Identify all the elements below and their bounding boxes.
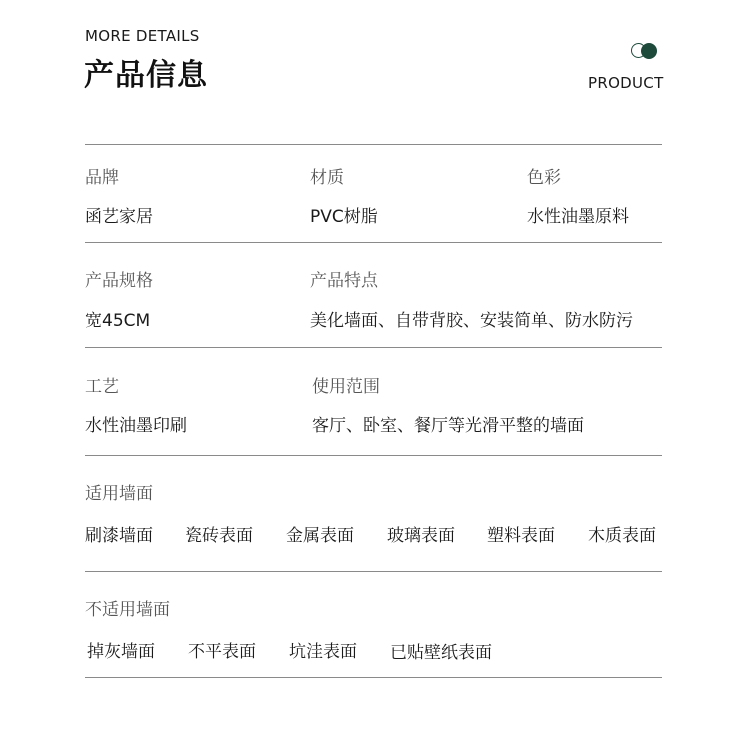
suitable-label: 适用墙面 <box>85 484 153 504</box>
brand-value: 函艺家居 <box>85 207 153 227</box>
craft-value: 水性油墨印刷 <box>85 416 187 436</box>
unsuitable-item: 已贴壁纸表面 <box>390 643 492 663</box>
page-title: 产品信息 <box>84 58 208 93</box>
divider <box>85 144 662 145</box>
divider <box>85 677 662 678</box>
color-label: 色彩 <box>527 168 561 188</box>
suitable-item: 木质表面 <box>588 526 656 546</box>
features-label: 产品特点 <box>310 271 378 291</box>
brand-label: 品牌 <box>85 168 119 188</box>
section-eyebrow: MORE DETAILS <box>85 27 200 45</box>
color-value: 水性油墨原料 <box>527 207 629 227</box>
unsuitable-item: 不平表面 <box>188 642 256 662</box>
suitable-item: 玻璃表面 <box>387 526 455 546</box>
spec-value: 宽45CM <box>85 311 151 331</box>
spec-label: 产品规格 <box>85 271 153 291</box>
suitable-item: 塑料表面 <box>487 526 555 546</box>
decorative-dots-icon <box>631 43 661 59</box>
suitable-item: 刷漆墙面 <box>85 526 153 546</box>
divider <box>85 242 662 243</box>
unsuitable-label: 不适用墙面 <box>85 600 170 620</box>
divider <box>85 347 662 348</box>
divider <box>85 571 662 572</box>
unsuitable-item: 掉灰墙面 <box>87 642 155 662</box>
divider <box>85 455 662 456</box>
material-value: PVC树脂 <box>310 207 378 227</box>
material-label: 材质 <box>310 168 344 188</box>
suitable-item: 瓷砖表面 <box>185 526 253 546</box>
unsuitable-item: 坑洼表面 <box>289 642 357 662</box>
product-tag: PRODUCT <box>588 74 664 92</box>
craft-label: 工艺 <box>85 377 119 397</box>
suitable-item: 金属表面 <box>286 526 354 546</box>
usage-label: 使用范围 <box>312 377 380 397</box>
features-value: 美化墙面、自带背胶、安装简单、防水防污 <box>310 311 633 331</box>
usage-value: 客厅、卧室、餐厅等光滑平整的墙面 <box>312 416 584 436</box>
